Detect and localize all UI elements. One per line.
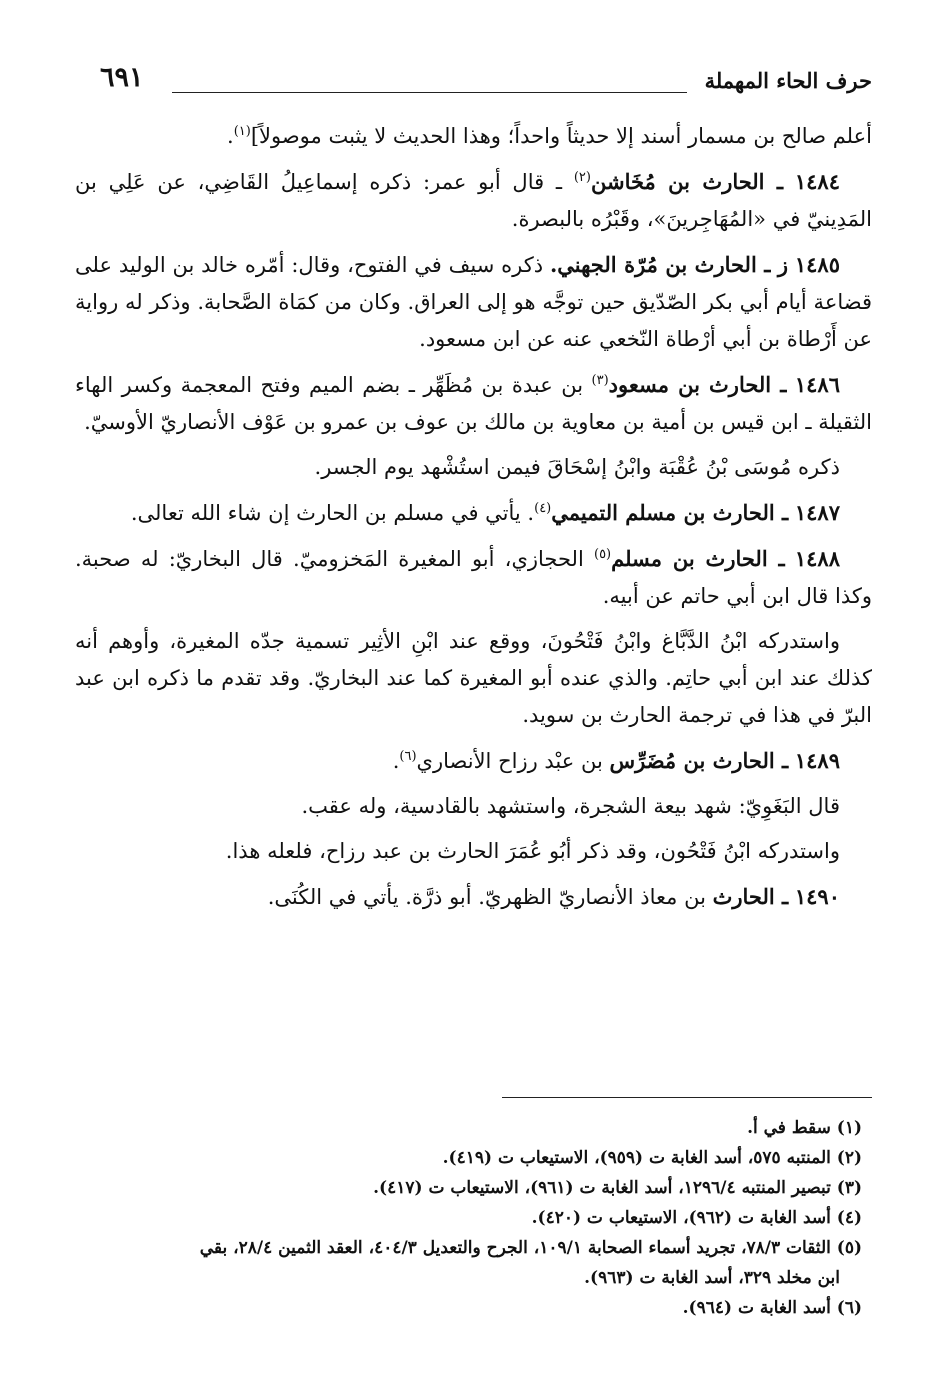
paragraph: واستدركه ابْنُ الدَّبَّاغ وابْنُ فَتْحُونَ، ووقع عند ابْنِ الأثِير تسمية جدّه المغيرة، وأوهم أنه كذلك عند ابن أبي حاتِم. والذي عنده أبو المغيرة كما عند البخاريّ. وقد تقدم ما ذكره ابن عبد البرّ في هذا في ترجمة الحارث بن سويد.: [75, 629, 872, 727]
entry-text: ذكره سيف في الفتوح، وقال: أمّره خالد بن الوليد على قضاعة أيام أبي بكر الصّدّيق حين توجَّه هو إلى العراق. وكان من كمَاة الصَّحابة. وذكر له رواية عن أَرْطاة بن أبي أرْطاة النّخعي عنه عن ابن مسعود.: [75, 253, 872, 351]
footnote-ref: (٢): [573, 170, 591, 185]
footnote-marker: (٣): [836, 1178, 862, 1198]
entry-number: ١٤٨٤: [794, 169, 840, 194]
footnote: (٤) أسد الغابة ت (٩٦٢)، الاستيعاب ت (٤٢٠).: [531, 1208, 862, 1228]
entry-name: ـ الحارث: [712, 884, 789, 909]
footnote-marker: (٥): [836, 1238, 862, 1258]
footnote-ref: (٣): [591, 373, 609, 388]
entry-1488: [75, 540, 872, 615]
running-title: حرف الحاء المهملة: [704, 68, 872, 93]
entry-1487: [75, 494, 872, 532]
footnote-marker: (٢): [836, 1148, 862, 1168]
paragraph: ذكره مُوسَى بْنُ عُقْبَة وابْنُ إسْحَاقَ فيمن استُشْهد يوم الجسر.: [314, 455, 840, 479]
footnote-ref: (٥): [593, 547, 612, 562]
page-header: [100, 62, 872, 102]
entry-name: ـ الحارث بن مُخَاشن: [590, 169, 784, 194]
entry-1484: [75, 163, 872, 238]
entry-1485: [75, 246, 872, 358]
entry-number: ١٤٨٥: [794, 252, 840, 277]
paragraph-continuation: أعلم صالح بن مسمار أسند إلا حديثاً واحداً؛ وهذا الحديث لا يثبت موصولاً]$^{(١)}$.: [227, 124, 872, 148]
entry-text: ـ قال أبو عمر: ذكره إسماعِيلُ القَاضِي، عن عَلِي بن المَدِينيّ في «المُهَاجِرينَ»، وقَبْرُه بالبصرة.: [75, 170, 872, 231]
footnote-marker: (٦): [836, 1298, 862, 1318]
entry-number: ١٤٩٠: [794, 884, 840, 909]
entry-1490: [75, 878, 872, 916]
body-text: [75, 118, 872, 924]
entry-1489: ١٤٨٩ ـ الحارث بن مُضَرِّس بن عبْد رزاح الأنصاري$^{(٦)}$.: [392, 748, 840, 773]
footnote-ref: (٦): [399, 749, 417, 764]
footnote: (٣) تبصير المنتبه ١٢٩٦/٤، أسد الغابة ت (٩٦١)، الاستيعاب ت (٤١٧).: [373, 1178, 862, 1198]
page-number: ٦٩١: [100, 62, 144, 93]
entry-text: بن عبدة بن مُظَهِّر ـ بضم الميم وفتح المعجمة وكسر الهاء الثقيلة ـ ابن قيس بن أمية بن معاوية بن مالك بن عوف بن عمرو بن عَوْف الأنصاريّ الأوسيّ.: [75, 373, 872, 434]
entry-number: ١٤٨٦: [794, 372, 840, 397]
entry-name: ـ الحارث بن مسلم: [611, 546, 785, 571]
entry-name: ـ الحارث بن مُضَرِّس: [609, 748, 789, 773]
entry-number: ١٤٨٨: [794, 546, 840, 571]
entry-text: بن عبْد رزاح الأنصاري: [416, 749, 610, 773]
entry-1486: [75, 366, 872, 441]
footnote: (١) سقط في أ.: [747, 1118, 862, 1138]
entry-name: ـ الحارث بن مسعود: [608, 372, 787, 397]
footnote: (٥) الثقات ٧٨/٣، تجريد أسماء الصحابة ١٠٩/١، الجرح والتعديل ٤٠٤/٣، العقد الثمين ٢٨/٤، بقي ابن مخلد ٣٢٩، أسد الغابة ت (٩٦٣).: [75, 1233, 872, 1293]
footnote-marker: (٤): [836, 1208, 862, 1228]
footnote-rule: [502, 1097, 872, 1098]
entry-number: ١٤٨٧: [794, 500, 840, 525]
paragraph: قال البَغَوِيّ: شهد بيعة الشجرة، واستشهد بالقادسية، وله عقب.: [301, 794, 840, 818]
footnote-ref: (٤): [534, 501, 552, 516]
header-rule: [172, 92, 687, 93]
entry-name: ز ـ الحارث بن مُرّة الجهني.: [549, 252, 789, 277]
entry-number: ١٤٨٩: [794, 748, 840, 773]
entry-text: بن معاذ الأنصاريّ الظهريّ. أبو ذرَّة. يأتي في الكُنَى.: [267, 885, 713, 909]
footnote: (٢) المنتبه ٥٧٥، أسد الغابة ت (٩٥٩)، الاستيعاب ت (٤١٩).: [442, 1148, 862, 1168]
footnotes: [75, 1113, 872, 1323]
entry-text: الحجازي، أبو المغيرة المَخزوميّ. قال البخاريّ: له صحبة. وكذا قال ابن أبي حاتم عن أبيه.: [75, 547, 872, 608]
footnote-continuation: ابن مخلد ٣٢٩، أسد الغابة ت (٩٦٣).: [584, 1268, 840, 1288]
footnote-ref: (١): [233, 124, 251, 139]
entry-text: . يأتي في مسلم بن الحارث إن شاء الله تعالى.: [130, 501, 535, 525]
footnote: (٦) أسد الغابة ت (٩٦٤).: [682, 1298, 862, 1318]
paragraph: واستدركه ابْنُ فَتْحُون، وقد ذكر أبُو عُمَرَ الحارث بن عبد رزاح، فلعله هذا.: [225, 839, 840, 863]
entry-name: ـ الحارث بن مسلم التميمي: [551, 500, 789, 525]
footnote-marker: (١): [836, 1118, 862, 1138]
